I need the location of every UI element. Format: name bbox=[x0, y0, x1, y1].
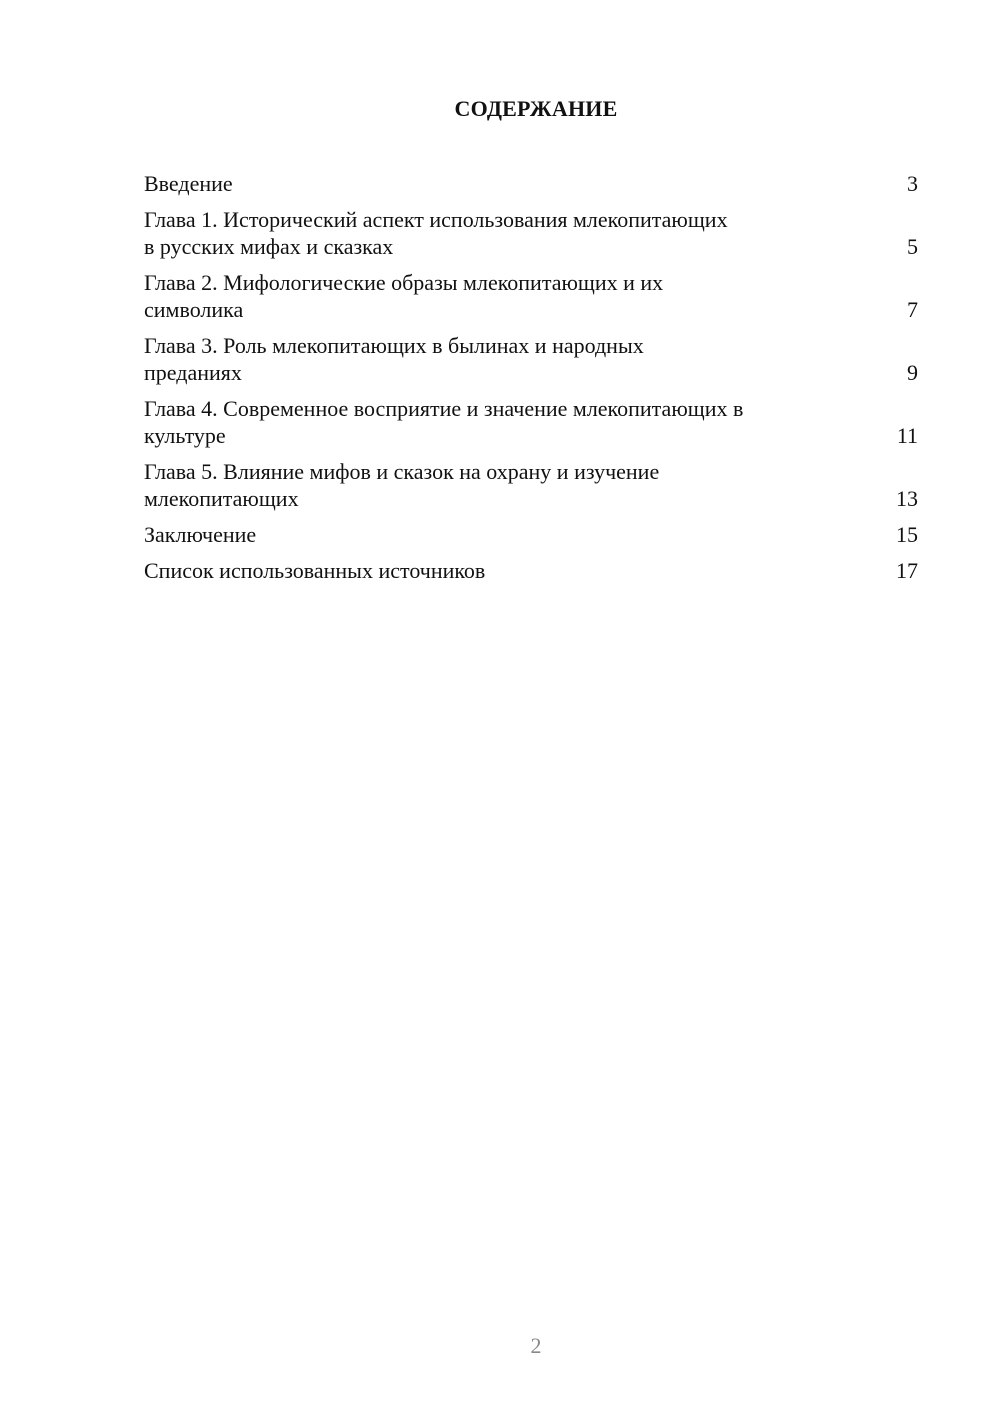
toc-entry-references bbox=[144, 557, 918, 584]
toc-entry-line: в русских мифах и сказках bbox=[144, 234, 394, 259]
toc-entry-chapter-2 bbox=[144, 269, 918, 323]
toc-entry-line: символика bbox=[144, 297, 244, 322]
toc-page-number: 15 bbox=[896, 522, 918, 547]
toc-page-number: 7 bbox=[907, 297, 918, 322]
toc-entry-line: Глава 1. Исторический аспект использования млекопитающих bbox=[144, 207, 728, 232]
toc-page-number: 17 bbox=[896, 558, 918, 583]
toc-entry-text bbox=[144, 269, 888, 323]
toc-entry-text bbox=[144, 521, 888, 548]
toc-entry-line: Глава 4. Современное восприятие и значение млекопитающих в bbox=[144, 396, 744, 421]
table-of-contents bbox=[144, 170, 918, 593]
toc-page-number: 9 bbox=[907, 360, 918, 385]
page-title: СОДЕРЖАНИЕ bbox=[454, 96, 618, 121]
toc-page-number: 11 bbox=[896, 423, 918, 448]
toc-entry-line: Введение bbox=[144, 171, 233, 196]
toc-page-number: 13 bbox=[896, 486, 918, 511]
toc-entry-text bbox=[144, 170, 888, 197]
toc-entry-text bbox=[144, 332, 888, 386]
toc-entry-text bbox=[144, 557, 888, 584]
toc-page-number: 5 bbox=[907, 234, 918, 259]
toc-entry-line: Заключение bbox=[144, 522, 257, 547]
toc-entry-line: Глава 5. Влияние мифов и сказок на охрану и изучение bbox=[144, 459, 660, 484]
toc-entry-text bbox=[144, 206, 888, 260]
toc-entry-chapter-4 bbox=[144, 395, 918, 449]
page-footer-number: 2 bbox=[530, 1333, 542, 1358]
toc-entry-conclusion bbox=[144, 521, 918, 548]
toc-entry-chapter-3 bbox=[144, 332, 918, 386]
toc-entry-chapter-5 bbox=[144, 458, 918, 512]
toc-entry-chapter-1 bbox=[144, 206, 918, 260]
toc-entry-text bbox=[144, 458, 888, 512]
toc-entry-line: Список использованных источников bbox=[144, 558, 486, 583]
toc-entry-line: млекопитающих bbox=[144, 486, 299, 511]
toc-entry-line: Глава 3. Роль млекопитающих в былинах и народных bbox=[144, 333, 644, 358]
toc-entry-line: Глава 2. Мифологические образы млекопитающих и их bbox=[144, 270, 664, 295]
toc-page-number: 3 bbox=[907, 171, 918, 196]
toc-entry-line: культуре bbox=[144, 423, 226, 448]
toc-entry-introduction bbox=[144, 170, 918, 197]
toc-entry-text bbox=[144, 395, 888, 449]
toc-entry-line: преданиях bbox=[144, 360, 242, 385]
